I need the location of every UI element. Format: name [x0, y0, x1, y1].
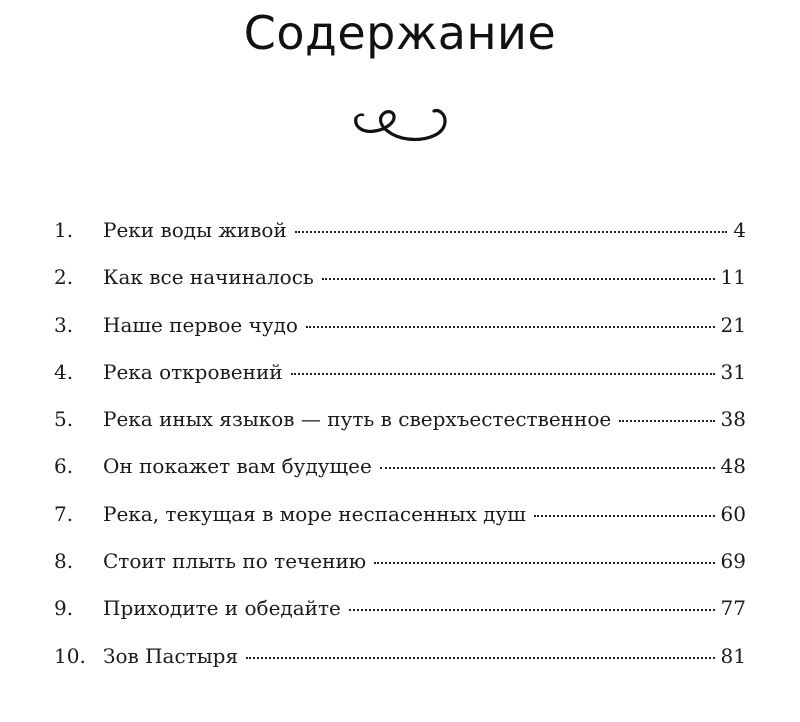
- table-of-contents: [54, 218, 746, 691]
- page-title: Содержание: [243, 6, 557, 60]
- toc-entry[interactable]: [54, 218, 746, 265]
- toc-entry-title: Река, текущая в море неспасенных душ: [103, 501, 526, 526]
- toc-entry[interactable]: [54, 549, 746, 596]
- toc-entry[interactable]: [54, 407, 746, 454]
- toc-entry[interactable]: [54, 360, 746, 407]
- toc-entry-title: Стоит плыть по течению: [103, 549, 367, 574]
- toc-entry-number: 7.: [54, 501, 74, 526]
- toc-entry[interactable]: [54, 313, 746, 360]
- toc-entry-number: 4.: [54, 359, 74, 384]
- toc-entry[interactable]: [54, 502, 746, 549]
- flourish-swirl-icon: [350, 100, 454, 156]
- toc-entry[interactable]: [54, 644, 746, 691]
- toc-entry-page: 69: [720, 549, 746, 574]
- toc-entry-title: Реки воды живой: [103, 218, 287, 242]
- toc-entry-number: 6.: [54, 454, 74, 479]
- toc-entry-number: 9.: [54, 596, 74, 621]
- toc-entry-page: 31: [720, 359, 746, 384]
- toc-entry[interactable]: [54, 265, 746, 312]
- dot-leader: [291, 373, 715, 375]
- dot-leader: [295, 231, 728, 233]
- toc-entry-number: 5.: [54, 407, 74, 432]
- dot-leader: [374, 562, 714, 564]
- dot-leader: [246, 657, 714, 659]
- toc-entry-page: 11: [720, 265, 746, 290]
- toc-entry-number: 2.: [54, 265, 74, 290]
- toc-entry-number: 10.: [54, 643, 86, 668]
- dot-leader: [534, 515, 715, 517]
- toc-entry-title: Наше первое чудо: [103, 312, 298, 337]
- dot-leader: [306, 326, 715, 328]
- toc-entry-page: 21: [720, 312, 746, 337]
- toc-entry-page: 81: [720, 643, 746, 668]
- toc-entry-number: 3.: [54, 312, 74, 337]
- toc-entry-page: 60: [720, 501, 746, 526]
- toc-entry-title: Река откровений: [103, 359, 283, 384]
- toc-entry-title: Он покажет вам будущее: [103, 454, 372, 479]
- toc-entry-title: Река иных языков — путь в сверхъестественное: [103, 407, 612, 432]
- toc-entry-number: 8.: [54, 549, 74, 574]
- dot-leader: [619, 420, 714, 422]
- dot-leader: [322, 278, 715, 280]
- toc-entry-page: 77: [720, 596, 746, 621]
- dot-leader: [380, 467, 715, 469]
- toc-entry-title: Как все начиналось: [103, 265, 314, 290]
- toc-entry[interactable]: [54, 454, 746, 501]
- toc-entry-title: Зов Пастыря: [103, 643, 239, 668]
- toc-entry-page: 48: [720, 454, 746, 479]
- toc-entry-number: 1.: [54, 218, 74, 242]
- toc-entry-page: 38: [720, 407, 746, 432]
- toc-entry-page: 4: [733, 218, 746, 242]
- toc-entry-title: Приходите и обедайте: [103, 596, 341, 621]
- dot-leader: [349, 609, 715, 611]
- toc-entry[interactable]: [54, 596, 746, 643]
